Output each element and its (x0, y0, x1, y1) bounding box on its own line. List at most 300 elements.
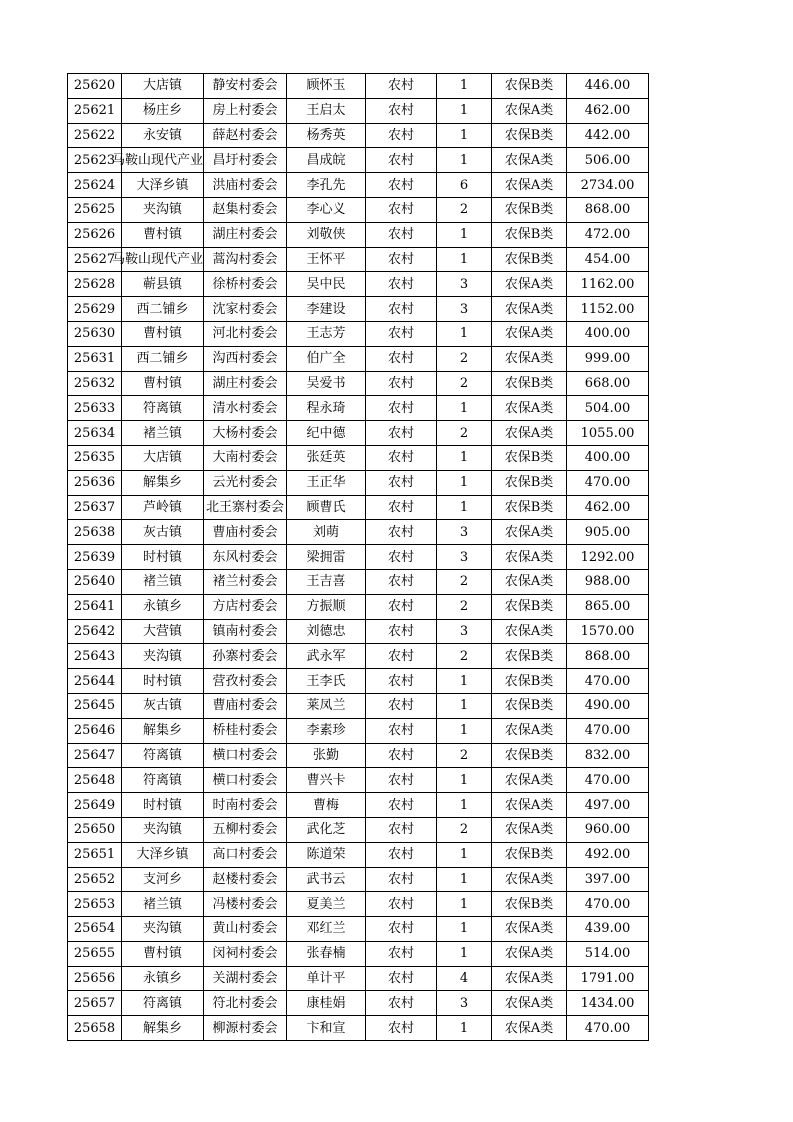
amount-cell: 470.00 (567, 1016, 649, 1041)
amount-cell: 470.00 (567, 470, 649, 495)
category-cell: 农保A类 (492, 520, 567, 545)
name-cell: 武书云 (287, 867, 366, 892)
category-cell: 农保A类 (492, 346, 567, 371)
town-cell: 永镇乡 (122, 966, 204, 991)
town-cell: 曹村镇 (122, 321, 204, 346)
category-cell: 农保B类 (492, 644, 567, 669)
village-cell: 薛赵村委会 (204, 123, 287, 148)
name-cell: 纪中德 (287, 421, 366, 446)
count-cell: 1 (437, 693, 492, 718)
count-cell: 3 (437, 619, 492, 644)
village-cell: 孙寨村委会 (204, 644, 287, 669)
table-row (68, 991, 649, 1016)
category-cell: 农保A类 (492, 817, 567, 842)
amount-cell: 492.00 (567, 842, 649, 867)
category-cell: 农保A类 (492, 793, 567, 818)
count-cell: 1 (437, 98, 492, 123)
table-row (68, 421, 649, 446)
amount-cell: 462.00 (567, 495, 649, 520)
type-cell: 农村 (366, 793, 437, 818)
town-cell: 符离镇 (122, 396, 204, 421)
type-cell: 农村 (366, 520, 437, 545)
row-id-cell: 25646 (68, 718, 122, 743)
row-id-cell: 25626 (68, 222, 122, 247)
category-cell: 农保A类 (492, 396, 567, 421)
amount-cell: 1055.00 (567, 421, 649, 446)
town-cell: 符离镇 (122, 768, 204, 793)
amount-cell: 442.00 (567, 123, 649, 148)
village-cell: 方店村委会 (204, 594, 287, 619)
table-row (68, 148, 649, 173)
type-cell: 农村 (366, 98, 437, 123)
village-cell: 关湖村委会 (204, 966, 287, 991)
row-id-cell: 25623 (68, 148, 122, 173)
table-row (68, 545, 649, 570)
table-row (68, 1016, 649, 1041)
row-id-cell: 25644 (68, 669, 122, 694)
type-cell: 农村 (366, 693, 437, 718)
type-cell: 农村 (366, 966, 437, 991)
village-cell: 闵祠村委会 (204, 941, 287, 966)
table-row (68, 495, 649, 520)
category-cell: 农保B类 (492, 222, 567, 247)
town-cell: 大店镇 (122, 74, 204, 99)
amount-cell: 506.00 (567, 148, 649, 173)
table-row (68, 569, 649, 594)
type-cell: 农村 (366, 991, 437, 1016)
town-cell: 大营镇 (122, 619, 204, 644)
amount-cell: 497.00 (567, 793, 649, 818)
town-cell: 曹村镇 (122, 941, 204, 966)
count-cell: 4 (437, 966, 492, 991)
count-cell: 3 (437, 272, 492, 297)
row-id-cell: 25621 (68, 98, 122, 123)
name-cell: 刘德忠 (287, 619, 366, 644)
category-cell: 农保A类 (492, 941, 567, 966)
row-id-cell: 25647 (68, 743, 122, 768)
name-cell: 李孔先 (287, 173, 366, 198)
row-id-cell: 25631 (68, 346, 122, 371)
count-cell: 2 (437, 743, 492, 768)
category-cell: 农保A类 (492, 421, 567, 446)
row-id-cell: 25655 (68, 941, 122, 966)
row-id-cell: 25635 (68, 445, 122, 470)
type-cell: 农村 (366, 495, 437, 520)
count-cell: 1 (437, 793, 492, 818)
name-cell: 单计平 (287, 966, 366, 991)
town-cell: 西二铺乡 (122, 297, 204, 322)
village-cell: 高口村委会 (204, 842, 287, 867)
row-id-cell: 25634 (68, 421, 122, 446)
table-row (68, 173, 649, 198)
category-cell: 农保A类 (492, 917, 567, 942)
town-cell: 永安镇 (122, 123, 204, 148)
table-row (68, 520, 649, 545)
name-cell: 康桂娟 (287, 991, 366, 1016)
row-id-cell: 25637 (68, 495, 122, 520)
type-cell: 农村 (366, 768, 437, 793)
table-row (68, 123, 649, 148)
type-cell: 农村 (366, 669, 437, 694)
type-cell: 农村 (366, 247, 437, 272)
count-cell: 3 (437, 991, 492, 1016)
amount-cell: 439.00 (567, 917, 649, 942)
name-cell: 顾曹氏 (287, 495, 366, 520)
table-row (68, 619, 649, 644)
amount-cell: 454.00 (567, 247, 649, 272)
row-id-cell: 25624 (68, 173, 122, 198)
table-row (68, 917, 649, 942)
table-row (68, 98, 649, 123)
name-cell: 曹梅 (287, 793, 366, 818)
type-cell: 农村 (366, 445, 437, 470)
category-cell: 农保B类 (492, 470, 567, 495)
count-cell: 1 (437, 495, 492, 520)
village-cell: 昌圩村委会 (204, 148, 287, 173)
row-id-cell: 25650 (68, 817, 122, 842)
amount-cell: 472.00 (567, 222, 649, 247)
count-cell: 2 (437, 371, 492, 396)
name-cell: 梁拥雷 (287, 545, 366, 570)
count-cell: 2 (437, 569, 492, 594)
table-row (68, 222, 649, 247)
town-cell: 解集乡 (122, 470, 204, 495)
category-cell: 农保B类 (492, 743, 567, 768)
town-cell: 永镇乡 (122, 594, 204, 619)
category-cell: 农保A类 (492, 718, 567, 743)
name-cell: 李心义 (287, 197, 366, 222)
table-row (68, 842, 649, 867)
type-cell: 农村 (366, 892, 437, 917)
table-row (68, 966, 649, 991)
name-cell: 刘萌 (287, 520, 366, 545)
table-row (68, 371, 649, 396)
amount-cell: 470.00 (567, 768, 649, 793)
row-id-cell: 25632 (68, 371, 122, 396)
village-cell: 时南村委会 (204, 793, 287, 818)
category-cell: 农保A类 (492, 98, 567, 123)
category-cell: 农保A类 (492, 148, 567, 173)
row-id-cell: 25645 (68, 693, 122, 718)
count-cell: 1 (437, 148, 492, 173)
amount-cell: 905.00 (567, 520, 649, 545)
count-cell: 1 (437, 892, 492, 917)
row-id-cell: 25639 (68, 545, 122, 570)
category-cell: 农保B类 (492, 693, 567, 718)
count-cell: 3 (437, 520, 492, 545)
count-cell: 1 (437, 123, 492, 148)
village-cell: 曹庙村委会 (204, 520, 287, 545)
table-row (68, 197, 649, 222)
village-cell: 五柳村委会 (204, 817, 287, 842)
row-id-cell: 25648 (68, 768, 122, 793)
count-cell: 2 (437, 594, 492, 619)
amount-cell: 470.00 (567, 718, 649, 743)
name-cell: 曹兴卡 (287, 768, 366, 793)
town-cell: 符离镇 (122, 743, 204, 768)
name-cell: 王李氏 (287, 669, 366, 694)
type-cell: 农村 (366, 123, 437, 148)
amount-cell: 490.00 (567, 693, 649, 718)
amount-cell: 1570.00 (567, 619, 649, 644)
name-cell: 王怀平 (287, 247, 366, 272)
village-cell: 柳源村委会 (204, 1016, 287, 1041)
town-cell: 褚兰镇 (122, 892, 204, 917)
category-cell: 农保B类 (492, 892, 567, 917)
amount-cell: 865.00 (567, 594, 649, 619)
town-cell: 时村镇 (122, 793, 204, 818)
row-id-cell: 25651 (68, 842, 122, 867)
type-cell: 农村 (366, 173, 437, 198)
count-cell: 1 (437, 941, 492, 966)
town-cell: 蕲县镇 (122, 272, 204, 297)
type-cell: 农村 (366, 346, 437, 371)
type-cell: 农村 (366, 148, 437, 173)
name-cell: 昌成皖 (287, 148, 366, 173)
count-cell: 1 (437, 222, 492, 247)
data-table (67, 73, 649, 1041)
town-cell: 时村镇 (122, 669, 204, 694)
category-cell: 农保B类 (492, 445, 567, 470)
town-cell: 大泽乡镇 (122, 842, 204, 867)
type-cell: 农村 (366, 1016, 437, 1041)
village-cell: 清水村委会 (204, 396, 287, 421)
town-cell: 灰古镇 (122, 693, 204, 718)
type-cell: 农村 (366, 941, 437, 966)
row-id-cell: 25640 (68, 569, 122, 594)
category-cell: 农保B类 (492, 74, 567, 99)
name-cell: 程永琦 (287, 396, 366, 421)
count-cell: 1 (437, 321, 492, 346)
village-cell: 营孜村委会 (204, 669, 287, 694)
town-cell: 灰古镇 (122, 520, 204, 545)
village-cell: 河北村委会 (204, 321, 287, 346)
row-id-cell: 25630 (68, 321, 122, 346)
town-cell: 曹村镇 (122, 371, 204, 396)
village-cell: 湖庄村委会 (204, 222, 287, 247)
amount-cell: 668.00 (567, 371, 649, 396)
town-cell: 解集乡 (122, 718, 204, 743)
town-cell: 曹村镇 (122, 222, 204, 247)
type-cell: 农村 (366, 421, 437, 446)
type-cell: 农村 (366, 545, 437, 570)
name-cell: 张勤 (287, 743, 366, 768)
row-id-cell: 25622 (68, 123, 122, 148)
type-cell: 农村 (366, 74, 437, 99)
village-cell: 黄山村委会 (204, 917, 287, 942)
row-id-cell: 25654 (68, 917, 122, 942)
type-cell: 农村 (366, 569, 437, 594)
village-cell: 东风村委会 (204, 545, 287, 570)
village-cell: 符北村委会 (204, 991, 287, 1016)
row-id-cell: 25633 (68, 396, 122, 421)
row-id-cell: 25638 (68, 520, 122, 545)
category-cell: 农保A类 (492, 1016, 567, 1041)
amount-cell: 999.00 (567, 346, 649, 371)
count-cell: 1 (437, 669, 492, 694)
count-cell: 1 (437, 768, 492, 793)
village-cell: 静安村委会 (204, 74, 287, 99)
row-id-cell: 25653 (68, 892, 122, 917)
town-cell: 马鞍山现代产业 (122, 148, 204, 173)
type-cell: 农村 (366, 197, 437, 222)
table-row (68, 669, 649, 694)
category-cell: 农保A类 (492, 272, 567, 297)
amount-cell: 470.00 (567, 892, 649, 917)
type-cell: 农村 (366, 743, 437, 768)
category-cell: 农保A类 (492, 321, 567, 346)
name-cell: 王正华 (287, 470, 366, 495)
count-cell: 1 (437, 445, 492, 470)
table-row (68, 892, 649, 917)
table-row (68, 346, 649, 371)
amount-cell: 1292.00 (567, 545, 649, 570)
name-cell: 武永军 (287, 644, 366, 669)
category-cell: 农保B类 (492, 842, 567, 867)
village-cell: 洪庙村委会 (204, 173, 287, 198)
village-cell: 镇南村委会 (204, 619, 287, 644)
category-cell: 农保B类 (492, 594, 567, 619)
row-id-cell: 25627 (68, 247, 122, 272)
amount-cell: 1791.00 (567, 966, 649, 991)
row-id-cell: 25649 (68, 793, 122, 818)
name-cell: 李建设 (287, 297, 366, 322)
table-row (68, 817, 649, 842)
name-cell: 李素珍 (287, 718, 366, 743)
table-row (68, 470, 649, 495)
name-cell: 王吉喜 (287, 569, 366, 594)
category-cell: 农保A类 (492, 297, 567, 322)
type-cell: 农村 (366, 321, 437, 346)
village-cell: 沟西村委会 (204, 346, 287, 371)
village-cell: 横口村委会 (204, 743, 287, 768)
category-cell: 农保B类 (492, 371, 567, 396)
amount-cell: 960.00 (567, 817, 649, 842)
amount-cell: 397.00 (567, 867, 649, 892)
category-cell: 农保A类 (492, 768, 567, 793)
type-cell: 农村 (366, 917, 437, 942)
village-cell: 大杨村委会 (204, 421, 287, 446)
count-cell: 3 (437, 545, 492, 570)
category-cell: 农保A类 (492, 545, 567, 570)
name-cell: 吴中民 (287, 272, 366, 297)
count-cell: 1 (437, 396, 492, 421)
name-cell: 夏美兰 (287, 892, 366, 917)
type-cell: 农村 (366, 371, 437, 396)
type-cell: 农村 (366, 842, 437, 867)
village-cell: 沈家村委会 (204, 297, 287, 322)
town-cell: 西二铺乡 (122, 346, 204, 371)
village-cell: 蒿沟村委会 (204, 247, 287, 272)
row-id-cell: 25636 (68, 470, 122, 495)
village-cell: 赵楼村委会 (204, 867, 287, 892)
town-cell: 大店镇 (122, 445, 204, 470)
type-cell: 农村 (366, 396, 437, 421)
name-cell: 卞和宣 (287, 1016, 366, 1041)
count-cell: 2 (437, 644, 492, 669)
category-cell: 农保B类 (492, 123, 567, 148)
table-row (68, 445, 649, 470)
name-cell: 伯广全 (287, 346, 366, 371)
category-cell: 农保A类 (492, 173, 567, 198)
amount-cell: 988.00 (567, 569, 649, 594)
table-row (68, 793, 649, 818)
table-row (68, 693, 649, 718)
category-cell: 农保B类 (492, 669, 567, 694)
count-cell: 1 (437, 1016, 492, 1041)
row-id-cell: 25641 (68, 594, 122, 619)
row-id-cell: 25658 (68, 1016, 122, 1041)
town-cell: 马鞍山现代产业 (122, 247, 204, 272)
village-cell: 褚兰村委会 (204, 569, 287, 594)
village-cell: 房上村委会 (204, 98, 287, 123)
table-row (68, 272, 649, 297)
row-id-cell: 25652 (68, 867, 122, 892)
village-cell: 桥桂村委会 (204, 718, 287, 743)
category-cell: 农保B类 (492, 197, 567, 222)
count-cell: 3 (437, 297, 492, 322)
table-row (68, 768, 649, 793)
town-cell: 解集乡 (122, 1016, 204, 1041)
row-id-cell: 25643 (68, 644, 122, 669)
type-cell: 农村 (366, 470, 437, 495)
amount-cell: 832.00 (567, 743, 649, 768)
count-cell: 1 (437, 917, 492, 942)
town-cell: 褚兰镇 (122, 569, 204, 594)
count-cell: 2 (437, 197, 492, 222)
row-id-cell: 25656 (68, 966, 122, 991)
amount-cell: 400.00 (567, 321, 649, 346)
amount-cell: 504.00 (567, 396, 649, 421)
type-cell: 农村 (366, 718, 437, 743)
amount-cell: 462.00 (567, 98, 649, 123)
row-id-cell: 25620 (68, 74, 122, 99)
amount-cell: 868.00 (567, 644, 649, 669)
table-row (68, 941, 649, 966)
category-cell: 农保A类 (492, 966, 567, 991)
village-cell: 湖庄村委会 (204, 371, 287, 396)
town-cell: 夹沟镇 (122, 197, 204, 222)
table-row (68, 247, 649, 272)
name-cell: 张春楠 (287, 941, 366, 966)
village-cell: 徐桥村委会 (204, 272, 287, 297)
village-cell: 云光村委会 (204, 470, 287, 495)
amount-cell: 1434.00 (567, 991, 649, 1016)
category-cell: 农保A类 (492, 619, 567, 644)
count-cell: 1 (437, 74, 492, 99)
name-cell: 王启太 (287, 98, 366, 123)
name-cell: 杨秀英 (287, 123, 366, 148)
name-cell: 陈道荣 (287, 842, 366, 867)
town-cell: 夹沟镇 (122, 644, 204, 669)
town-cell: 夹沟镇 (122, 917, 204, 942)
village-cell: 曹庙村委会 (204, 693, 287, 718)
name-cell: 刘敬侠 (287, 222, 366, 247)
row-id-cell: 25628 (68, 272, 122, 297)
table-row (68, 867, 649, 892)
table-row (68, 743, 649, 768)
count-cell: 1 (437, 247, 492, 272)
count-cell: 1 (437, 470, 492, 495)
type-cell: 农村 (366, 644, 437, 669)
town-cell: 夹沟镇 (122, 817, 204, 842)
row-id-cell: 25625 (68, 197, 122, 222)
row-id-cell: 25642 (68, 619, 122, 644)
name-cell: 张廷英 (287, 445, 366, 470)
count-cell: 2 (437, 346, 492, 371)
category-cell: 农保B类 (492, 247, 567, 272)
village-cell: 北王寨村委会 (204, 495, 287, 520)
